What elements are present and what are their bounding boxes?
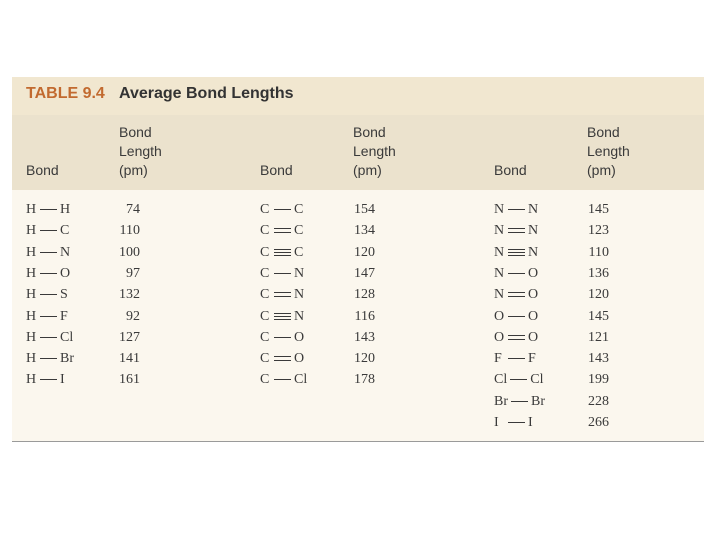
- header-length-3: Bond Length (pm): [587, 124, 630, 178]
- single-bond-line: [508, 418, 525, 427]
- bond-cell: [260, 220, 303, 241]
- header-length-1: Bond Length (pm): [119, 124, 162, 178]
- bond-cell: [26, 306, 68, 327]
- atom-label: C: [294, 202, 304, 217]
- atom-label: I: [528, 415, 533, 430]
- atom-label: N: [528, 244, 539, 260]
- single-bond-line: [40, 205, 57, 214]
- triple-bond-line: [274, 248, 291, 257]
- atom-label: F: [60, 308, 68, 324]
- bond-length-value: 74: [126, 202, 140, 217]
- bond-cell: [26, 284, 68, 305]
- atom-label: Cl: [60, 329, 74, 345]
- bond-cell: [494, 220, 538, 241]
- triple-bond-line: [274, 312, 291, 321]
- atom-label: H: [26, 329, 37, 345]
- table-header-row: [12, 115, 704, 190]
- atom-label: H: [26, 244, 37, 260]
- atom-label: Br: [531, 393, 545, 409]
- bond-cell: [494, 199, 538, 220]
- bond-cell: [494, 369, 543, 390]
- atom-label: C: [260, 329, 270, 345]
- atom-label: N: [494, 265, 505, 281]
- atom-label: N: [528, 223, 539, 239]
- bond-cell: [26, 220, 69, 241]
- atom-label: C: [260, 308, 270, 324]
- single-bond-line: [274, 375, 291, 384]
- atom-label: O: [528, 308, 539, 324]
- bond-cell: [26, 199, 70, 220]
- atom-label: H: [26, 372, 37, 388]
- single-bond-line: [508, 312, 525, 321]
- atom-label: O: [294, 329, 305, 345]
- atom-label: H: [26, 308, 37, 324]
- atom-label: C: [294, 244, 304, 260]
- bond-length-value: 161: [119, 372, 140, 388]
- table-number: TABLE 9.4: [26, 85, 105, 102]
- bond-length-value: 100: [119, 244, 140, 260]
- atom-label: N: [494, 223, 505, 239]
- atom-label: O: [494, 329, 505, 345]
- single-bond-line: [274, 205, 291, 214]
- atom-label: Cl: [294, 372, 308, 388]
- bond-cell: [494, 284, 538, 305]
- single-bond-line: [40, 290, 57, 299]
- bond-length-value: 123: [588, 223, 609, 239]
- single-bond-line: [510, 375, 527, 384]
- bond-length-value: 127: [119, 329, 140, 345]
- atom-label: N: [294, 308, 305, 324]
- bond-cell: [494, 327, 538, 348]
- bond-length-value: 92: [126, 308, 140, 324]
- bond-cell: [26, 263, 70, 284]
- atom-label: N: [494, 287, 505, 303]
- atom-label: I: [60, 372, 65, 388]
- bond-length-value: 136: [588, 265, 609, 281]
- bond-length-value: 143: [588, 351, 609, 367]
- atom-label: N: [494, 202, 505, 217]
- atom-label: N: [60, 244, 71, 260]
- atom-label: N: [294, 287, 305, 303]
- bond-cell: [260, 327, 304, 348]
- bond-cell: [494, 348, 536, 369]
- atom-label: O: [494, 308, 505, 324]
- bond-cell: [494, 263, 538, 284]
- single-bond-line: [40, 333, 57, 342]
- atom-label: O: [528, 287, 539, 303]
- double-bond-line: [274, 226, 291, 235]
- bond-length-value: 145: [588, 202, 609, 217]
- atom-label: F: [494, 351, 502, 367]
- bond-length-value: 110: [119, 223, 140, 239]
- atom-label: S: [60, 287, 68, 303]
- bond-length-value: 121: [588, 329, 609, 345]
- atom-label: Cl: [494, 372, 508, 388]
- atom-label: O: [528, 265, 539, 281]
- bond-cell: [260, 199, 303, 220]
- bond-cell: [260, 348, 304, 369]
- atom-label: C: [260, 223, 270, 239]
- bond-cell: [494, 306, 538, 327]
- atom-label: C: [60, 223, 70, 239]
- table-title: Average Bond Lengths: [119, 85, 294, 102]
- bond-length-value: 199: [588, 372, 609, 388]
- double-bond-line: [508, 333, 525, 342]
- atom-label: C: [260, 351, 270, 367]
- atom-label: N: [528, 202, 539, 217]
- atom-label: Br: [494, 393, 508, 409]
- atom-label: H: [26, 265, 37, 281]
- single-bond-line: [274, 333, 291, 342]
- triple-bond-line: [508, 248, 525, 257]
- single-bond-line: [40, 269, 57, 278]
- atom-label: C: [260, 372, 270, 388]
- bond-cell: [494, 242, 538, 263]
- bond-length-value: 120: [588, 287, 609, 303]
- atom-label: H: [26, 351, 37, 367]
- atom-label: Cl: [530, 372, 544, 388]
- bond-length-value: 145: [588, 308, 609, 324]
- bond-length-value: 120: [354, 351, 375, 367]
- atom-label: C: [260, 202, 270, 217]
- bond-length-value: 141: [119, 351, 140, 367]
- bond-cell: [260, 242, 303, 263]
- bond-length-value: 143: [354, 329, 375, 345]
- atom-label: O: [60, 265, 71, 281]
- atom-label: N: [494, 244, 505, 260]
- header-bond-1: Bond: [26, 162, 59, 178]
- atom-label: H: [60, 202, 71, 217]
- bond-length-value: 178: [354, 372, 375, 388]
- single-bond-line: [508, 269, 525, 278]
- header-length-2: Bond Length (pm): [353, 124, 396, 178]
- atom-label: C: [260, 244, 270, 260]
- atom-label: C: [294, 223, 304, 239]
- atom-label: H: [26, 223, 37, 239]
- bond-length-value: 228: [588, 393, 609, 409]
- atom-label: H: [26, 287, 37, 303]
- atom-label: N: [294, 265, 305, 281]
- bond-length-value: 128: [354, 287, 375, 303]
- atom-label: C: [260, 287, 270, 303]
- bond-cell: [260, 284, 304, 305]
- atom-label: Br: [60, 351, 74, 367]
- bond-cell: [260, 369, 307, 390]
- atom-label: O: [528, 329, 539, 345]
- table-title-bar: [12, 77, 704, 115]
- bond-length-value: 134: [354, 223, 375, 239]
- bond-length-value: 120: [354, 244, 375, 260]
- atom-label: I: [494, 415, 499, 430]
- bond-cell: [260, 263, 304, 284]
- single-bond-line: [40, 312, 57, 321]
- bond-length-value: 154: [354, 202, 375, 217]
- atom-label: O: [294, 351, 305, 367]
- bond-cell: [26, 369, 65, 390]
- single-bond-line: [40, 226, 57, 235]
- single-bond-line: [508, 205, 525, 214]
- bond-length-value: 266: [588, 415, 609, 430]
- bond-cell: [494, 412, 533, 433]
- bond-length-value: 116: [354, 308, 375, 324]
- header-bond-3: Bond: [494, 162, 527, 178]
- bond-length-value: 110: [588, 244, 609, 260]
- double-bond-line: [274, 290, 291, 299]
- single-bond-line: [40, 248, 57, 257]
- single-bond-line: [40, 375, 57, 384]
- single-bond-line: [274, 269, 291, 278]
- atom-label: F: [528, 351, 536, 367]
- single-bond-line: [511, 397, 528, 406]
- bond-cell: [260, 306, 304, 327]
- bond-cell: [26, 327, 73, 348]
- bond-length-table: [12, 77, 704, 442]
- double-bond-line: [508, 290, 525, 299]
- bond-cell: [26, 348, 74, 369]
- double-bond-line: [508, 226, 525, 235]
- bond-length-value: 132: [119, 287, 140, 303]
- bond-length-value: 147: [354, 265, 375, 281]
- single-bond-line: [40, 354, 57, 363]
- bond-cell: [26, 242, 70, 263]
- bond-cell: [494, 391, 545, 412]
- header-bond-2: Bond: [260, 162, 293, 178]
- atom-label: C: [260, 265, 270, 281]
- single-bond-line: [508, 354, 525, 363]
- atom-label: H: [26, 202, 37, 217]
- bond-length-value: 97: [126, 265, 140, 281]
- double-bond-line: [274, 354, 291, 363]
